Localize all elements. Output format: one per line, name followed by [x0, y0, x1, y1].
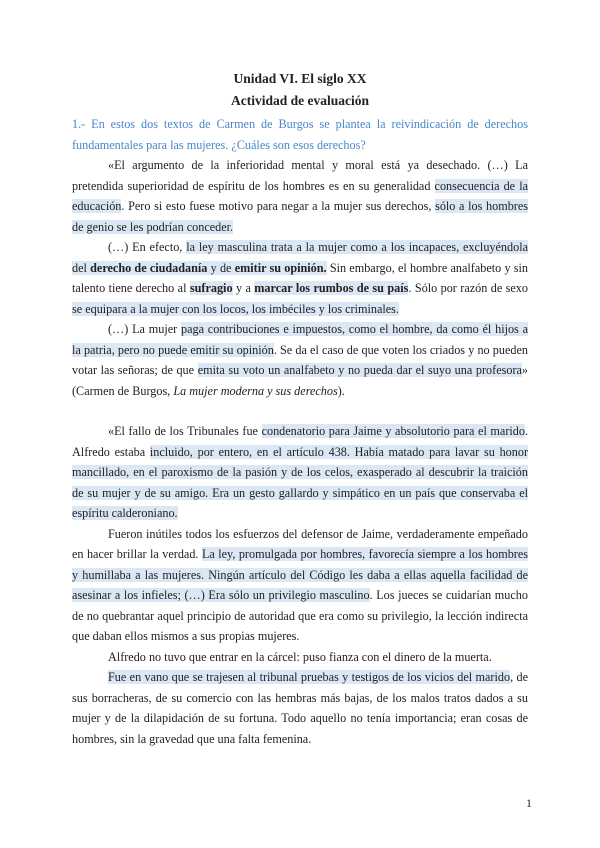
text-span: «El fallo de los Tribunales fue	[108, 424, 262, 438]
text-span: . Los jueces se cuidarían mucho de no quebrantar aquel principio de autoridad que era como su privilegio, la lección indirecta que daban ellos mismos a sus propias mujeres.	[72, 588, 528, 643]
text-span: . Alfredo estaba	[72, 424, 529, 459]
page-title: Unidad VI. El siglo XX	[233, 71, 367, 86]
highlight: condenatorio para Jaime y absolutorio para el marido	[261, 424, 525, 438]
text-span: (…) La mujer	[108, 322, 181, 336]
section-spacer	[72, 401, 528, 421]
text-span: y a	[232, 281, 255, 295]
text-span: Alfredo no tuvo que entrar en la cárcel: puso fianza con el dinero de la muerta.	[108, 649, 492, 664]
book-title: La mujer moderna y sus derechos	[173, 383, 338, 398]
highlight: La ley, promulgada por hombres, favorecía siempre a los hombres y humillaba a las mujeres. Ningún artículo del Código les daba a ellas aquella facilidad de asesinar a los infieles; (…) Era sólo un privilegio masculino	[72, 547, 528, 602]
highlight: la ley masculina trata a la mujer como a los incapaces, excluyéndola del	[72, 240, 528, 275]
highlight: Fue en vano que se trajesen al tribunal pruebas y testigos de los vicios del marido	[108, 670, 511, 684]
highlight: emita su voto un analfabeto y no pueda dar el suyo una profesora	[197, 363, 522, 377]
text-span: , de sus borracheras, de su comercio con las hembras más bajas, de los malos tratos dados a su mujer y de la dilapidación de su fortuna. Todo aquello no tenía importancia; eran cosas de hombres, sin la gravedad que una falta femenina.	[72, 670, 528, 746]
bold-highlight: sufragio	[189, 281, 233, 295]
text-span: Fueron inútiles todos los esfuerzos del defensor de Jaime, verdaderamente empeñado en hacer brillar la verdad.	[72, 526, 528, 561]
text2-paragraph-3	[72, 647, 528, 668]
text2-paragraph-1	[72, 421, 528, 524]
document-page	[72, 68, 528, 749]
bold-highlight: derecho de ciudadanía	[90, 260, 208, 275]
text-span: » (Carmen de Burgos,	[72, 363, 529, 398]
highlight: se equipara a la mujer con los locos, los imbéciles y los criminales.	[72, 301, 399, 316]
highlight: paga contribuciones e impuestos, como el hombre, da como él hijos a la patria, pero no puede emitir su opinión	[72, 322, 529, 357]
text-span: Sin embargo, el hombre analfabeto y sin talento tiene derecho al	[72, 260, 528, 295]
highlight: consecuencia de la educación	[72, 178, 528, 213]
text-span: (…) En efecto,	[108, 240, 187, 254]
text-span: . Sólo por razón de sexo	[408, 281, 528, 295]
highlight: incluido, por entero, en el artículo 438. Había matado para lavar su honor mancillado, en el paroxismo de la pasión y de los celos, exasperado al descubrir la traición de su mujer y de su amigo. Era un gesto gallardo y simpático en un país que conservaba el espíritu calderoniano.	[72, 444, 528, 520]
text2-paragraph-4	[72, 667, 528, 749]
page-number: 1	[526, 796, 532, 810]
page-subtitle: Actividad de evaluación	[230, 93, 369, 108]
text1-paragraph-1	[72, 155, 528, 237]
text1-paragraph-3	[72, 319, 528, 401]
bold-highlight: emitir su opinión.	[234, 260, 327, 275]
text1-paragraph-2	[72, 237, 528, 319]
highlight: y de	[207, 260, 235, 275]
highlight: sólo a los hombres de genio se les podrían conceder.	[72, 199, 528, 234]
text-span: . Se da el caso de que voten los criados y no pueden votar las señoras; de que	[72, 342, 528, 377]
text-span: ).	[337, 383, 345, 398]
text-span: . Pero si esto fuese motivo para negar a la mujer sus derechos,	[121, 199, 436, 213]
text-span: «El argumento de la inferioridad mental y moral está ya desechado. (…) La pretendida superioridad de espíritu de los hombres es en su generalidad	[72, 158, 528, 193]
question-text: 1.- En estos dos textos de Carmen de Burgos se plantea la reivindicación de derechos fundamentales para las mujeres. ¿Cuáles son esos derechos?	[72, 117, 528, 152]
bold-highlight: marcar los rumbos de su país	[254, 281, 409, 295]
text2-paragraph-2	[72, 524, 528, 647]
